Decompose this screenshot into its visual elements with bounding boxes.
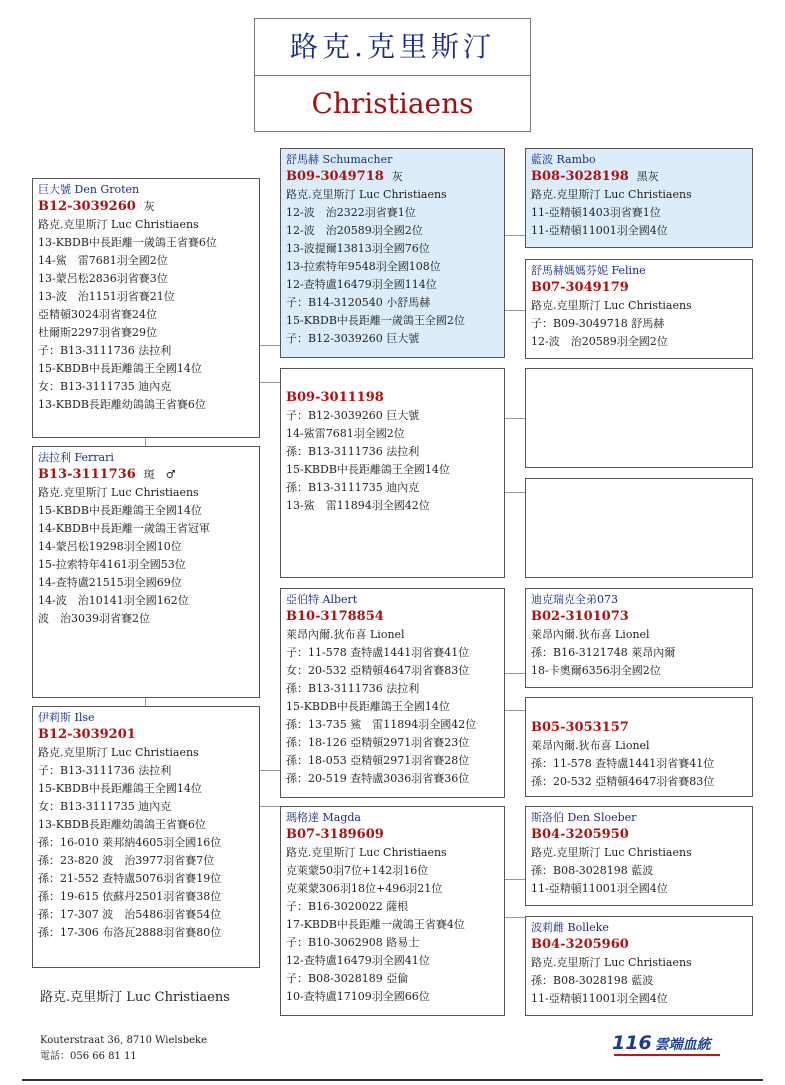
record-line: 子：B14-3120540 小舒馬赫 bbox=[286, 296, 431, 309]
record-line: 路克.克里斯汀 Luc Christiaens bbox=[286, 846, 447, 859]
ring-number-row bbox=[286, 826, 499, 844]
record-line: 路克.克里斯汀 Luc Christiaens bbox=[38, 746, 199, 759]
record-line: 15-KBDB中長距離鴿王全國14位 bbox=[286, 700, 450, 713]
record-line: 14-鯊雷7681羽全國2位 bbox=[286, 427, 405, 440]
record-line: 12-查特盧16479羽全國41位 bbox=[286, 954, 430, 967]
card-partner-dam-dam bbox=[525, 916, 753, 1016]
record-line: 15-KBDB中長距離鴿王全國14位 bbox=[38, 782, 202, 795]
bird-name: 伊莉斯 Ilse bbox=[38, 711, 95, 724]
bird-name: 藍波 Rambo bbox=[531, 153, 596, 166]
ring-number: B09-3011198 bbox=[286, 390, 384, 405]
bird-name: 法拉利 Ferrari bbox=[38, 451, 114, 464]
title-chinese: 路克.克里斯汀 bbox=[255, 19, 530, 76]
ring-number-row bbox=[531, 279, 747, 297]
ring-number: B09-3049718 bbox=[286, 169, 384, 184]
ring-number-row bbox=[38, 726, 254, 744]
record-line: 17-KBDB中長距離一歲鴿王省賽4位 bbox=[286, 918, 465, 931]
bird-color: 斑 ♂ bbox=[143, 468, 176, 481]
record-line: 萊昂內爾.狄布喜 Lionel bbox=[531, 739, 650, 752]
ring-number-row bbox=[286, 168, 499, 186]
ring-number: B13-3111736 bbox=[38, 467, 136, 482]
record-line: 孫：19-615 依蘇丹2501羽省賽38位 bbox=[38, 890, 222, 903]
record-line: 12-波 治20589羽全國2位 bbox=[286, 224, 423, 237]
ring-number: B12-3039260 bbox=[38, 199, 136, 214]
record-line: 路克.克里斯汀 Luc Christiaens bbox=[38, 218, 199, 231]
card-subject bbox=[32, 178, 260, 438]
footer-address: Kouterstraat 36, 8710 Wielsbeke bbox=[40, 1035, 207, 1046]
record-line: 孫：17-306 布洛瓦2888羽省賽80位 bbox=[38, 926, 222, 939]
record-line: 萊昂內爾.狄布喜 Lionel bbox=[286, 628, 405, 641]
record-line: 克萊蒙306羽18位+496羽21位 bbox=[286, 882, 443, 895]
logo bbox=[612, 1032, 711, 1054]
record-line: 孫：18-053 亞精頓2971羽省賽28位 bbox=[286, 754, 470, 767]
connector bbox=[505, 673, 525, 674]
connector bbox=[505, 710, 525, 711]
bird-name: 波莉雌 Bolleke bbox=[531, 921, 609, 934]
card-offspring-ferrari bbox=[32, 446, 260, 698]
card-sire-sire bbox=[525, 148, 753, 248]
bird-name: 巨大號 Den Groten bbox=[38, 183, 140, 196]
bird-color: 灰 bbox=[143, 200, 155, 213]
record-line: 13-蒙呂松2836羽省賽3位 bbox=[38, 272, 168, 285]
record-line: 11-亞精頓11001羽全國4位 bbox=[531, 224, 668, 237]
record-line: 孫：17-307 波 治5486羽省賽54位 bbox=[38, 908, 222, 921]
connector bbox=[505, 917, 525, 918]
record-line: 13-KBDB長距離幼鴿鴿王省賽6位 bbox=[38, 818, 206, 831]
record-line: 15-KBDB中長距離鴿王全國14位 bbox=[38, 504, 202, 517]
ring-number: B02-3101073 bbox=[531, 609, 629, 624]
record-line: 萊昂內爾.狄布喜 Lionel bbox=[531, 628, 650, 641]
record-line: 孫：B13-3111736 法拉利 bbox=[286, 445, 420, 458]
record-line: 女：20-532 亞精頓4647羽省賽83位 bbox=[286, 664, 470, 677]
record-line: 14-蒙呂松19298羽全國10位 bbox=[38, 540, 182, 553]
footer-owner: 路克.克里斯汀 Luc Christiaens bbox=[40, 990, 230, 1005]
connector bbox=[505, 879, 525, 880]
title-box bbox=[254, 18, 531, 132]
record-line: 女：B13-3111735 迪內克 bbox=[38, 800, 172, 813]
record-line: 子：B12-3039260 巨大號 bbox=[286, 332, 420, 345]
record-line: 14-KBDB中長距離一歲鴿王省冠軍 bbox=[38, 522, 210, 535]
record-line: 15-KBDB中長距離鴿王全國14位 bbox=[38, 362, 202, 375]
ring-number-row bbox=[531, 608, 747, 626]
bird-name: 迪克瑞克全弟073 bbox=[531, 593, 618, 606]
record-line: 路克.克里斯汀 Luc Christiaens bbox=[286, 188, 447, 201]
record-line: 13-拉索特年9548羽全國108位 bbox=[286, 260, 441, 273]
ring-number: B07-3189609 bbox=[286, 827, 384, 842]
record-line: 子：B10-3062908 路易士 bbox=[286, 936, 420, 949]
bird-color: 黑灰 bbox=[636, 170, 659, 183]
card-sire bbox=[280, 148, 505, 358]
record-line: 亞精頓3024羽省賽24位 bbox=[38, 308, 157, 321]
bottom-rule bbox=[22, 1079, 763, 1081]
footer-phone: 電話：056 66 81 11 bbox=[40, 1051, 137, 1062]
logo-number: 116 bbox=[612, 1032, 652, 1054]
record-line: 孫：B08-3028198 藍波 bbox=[531, 974, 654, 987]
record-line: 路克.克里斯汀 Luc Christiaens bbox=[531, 188, 692, 201]
record-line: 孫：B13-3111736 法拉利 bbox=[286, 682, 420, 695]
record-line: 14-查特盧21515羽全國69位 bbox=[38, 576, 182, 589]
card-empty bbox=[525, 368, 753, 468]
card-partner-sire-dam bbox=[525, 697, 753, 797]
card-partner-dam bbox=[280, 806, 505, 1016]
record-line: 孫：B08-3028198 藍波 bbox=[531, 864, 654, 877]
record-line: 波 治3039羽省賽2位 bbox=[38, 612, 150, 625]
record-line: 14-波 治10141羽全國162位 bbox=[38, 594, 189, 607]
card-dam bbox=[280, 368, 505, 578]
record-line: 18-卡奧爾6356羽全國2位 bbox=[531, 664, 661, 677]
record-line: 子：B16-3020022 薩根 bbox=[286, 900, 409, 913]
bird-name: 瑪格達 Magda bbox=[286, 811, 361, 824]
connector bbox=[259, 382, 280, 383]
ring-number-row bbox=[531, 936, 747, 954]
record-line: 子：B13-3111736 法拉利 bbox=[38, 344, 172, 357]
ring-number-row bbox=[531, 719, 747, 737]
record-line: 12-波 治2322羽省賽1位 bbox=[286, 206, 416, 219]
connector bbox=[259, 770, 280, 771]
ring-number: B12-3039201 bbox=[38, 727, 136, 742]
bird-name: 舒馬赫 Schumacher bbox=[286, 153, 393, 166]
bird-name: 亞伯特 Albert bbox=[286, 593, 358, 606]
connector bbox=[259, 345, 280, 346]
record-line: 10-查特盧17109羽全國66位 bbox=[286, 990, 430, 1003]
record-line: 15-KBDB中長距離一歲鴿王全國2位 bbox=[286, 314, 465, 327]
title-english: Christiaens bbox=[311, 87, 474, 120]
ring-number-row bbox=[286, 608, 499, 626]
record-line: 路克.克里斯汀 Luc Christiaens bbox=[531, 846, 692, 859]
record-line: 11-亞精頓11001羽全國4位 bbox=[531, 882, 668, 895]
record-line: 孫：23-820 波 治3977羽省賽7位 bbox=[38, 854, 215, 867]
record-line: 子：11-578 查特盧1441羽省賽41位 bbox=[286, 646, 470, 659]
card-partner-ilse bbox=[32, 706, 260, 968]
record-line: 路克.克里斯汀 Luc Christiaens bbox=[38, 486, 199, 499]
record-line: 13-KBDB長距離幼鴿鴿王省賽6位 bbox=[38, 398, 206, 411]
ring-number-row bbox=[531, 826, 747, 844]
record-line: 子：B13-3111736 法拉利 bbox=[38, 764, 172, 777]
record-line: 孫：B13-3111735 迪內克 bbox=[286, 481, 420, 494]
connector bbox=[145, 698, 146, 706]
card-partner-dam-sire bbox=[525, 806, 753, 906]
card-partner-sire bbox=[280, 588, 505, 798]
record-line: 孫：13-735 鯊 雷11894羽全國42位 bbox=[286, 718, 477, 731]
card-empty bbox=[525, 478, 753, 578]
record-line: 子：B12-3039260 巨大號 bbox=[286, 409, 420, 422]
record-line: 路克.克里斯汀 Luc Christiaens bbox=[531, 299, 692, 312]
record-line: 孫：11-578 查特盧1441羽省賽41位 bbox=[531, 757, 715, 770]
record-line: 孫：20-519 查特盧3036羽省賽36位 bbox=[286, 772, 470, 785]
footer-contact bbox=[40, 1033, 207, 1065]
record-line: 杜爾斯2297羽省賽29位 bbox=[38, 326, 157, 339]
record-line: 15-KBDB中長距離鴿王全國14位 bbox=[286, 463, 450, 476]
connector bbox=[505, 235, 525, 236]
record-line: 14-鯊 雷7681羽全國2位 bbox=[38, 254, 168, 267]
logo-underline bbox=[614, 1054, 720, 1056]
connector bbox=[505, 492, 525, 493]
ring-number: B07-3049179 bbox=[531, 280, 629, 295]
logo-text: 雲端血統 bbox=[654, 1037, 711, 1053]
record-line: 15-拉索特年4161羽全國53位 bbox=[38, 558, 186, 571]
bird-name: 舒馬赫媽媽芬妮 Feline bbox=[531, 264, 646, 277]
card-sire-dam bbox=[525, 259, 753, 359]
bird-color: 灰 bbox=[391, 170, 403, 183]
record-line: 子：B09-3049718 舒馬赫 bbox=[531, 317, 665, 330]
record-line: 11-亞精頓11001羽全國4位 bbox=[531, 992, 668, 1005]
record-line: 孫：16-010 萊邦納4605羽全國16位 bbox=[38, 836, 222, 849]
record-line: 11-亞精頓1403羽省賽1位 bbox=[531, 206, 661, 219]
ring-number-row bbox=[531, 168, 747, 186]
record-line: 13-波提爾13813羽全國76位 bbox=[286, 242, 430, 255]
record-line: 路克.克里斯汀 Luc Christiaens bbox=[531, 956, 692, 969]
ring-number: B10-3178854 bbox=[286, 609, 384, 624]
record-line: 13-鯊 雷11894羽全國42位 bbox=[286, 499, 430, 512]
connector bbox=[505, 310, 525, 311]
record-line: 12-查特盧16479羽全國114位 bbox=[286, 278, 437, 291]
record-line: 孫：21-552 查特盧5076羽省賽19位 bbox=[38, 872, 222, 885]
ring-number: B05-3053157 bbox=[531, 720, 629, 735]
record-line: 13-波 治1151羽省賽21位 bbox=[38, 290, 175, 303]
record-line: 孫：20-532 亞精頓4647羽省賽83位 bbox=[531, 775, 715, 788]
card-partner-sire-sire bbox=[525, 588, 753, 688]
connector bbox=[505, 418, 525, 419]
connector bbox=[259, 806, 280, 807]
bird-name: 斯洛伯 Den Sloeber bbox=[531, 811, 637, 824]
ring-number-row bbox=[286, 389, 499, 407]
record-line: 女：B13-3111735 迪內克 bbox=[38, 380, 172, 393]
ring-number-row bbox=[38, 466, 254, 484]
record-line: 13-KBDB中長距離一歲鴿王省賽6位 bbox=[38, 236, 217, 249]
record-line: 孫：B16-3121748 萊昂內爾 bbox=[531, 646, 676, 659]
ring-number: B04-3205950 bbox=[531, 827, 629, 842]
record-line: 孫：18-126 亞精頓2971羽省賽23位 bbox=[286, 736, 470, 749]
ring-number-row bbox=[38, 198, 254, 216]
connector bbox=[145, 438, 146, 446]
record-line: 子：B08-3028189 亞倫 bbox=[286, 972, 409, 985]
record-line: 克萊蒙50羽7位+142羽16位 bbox=[286, 864, 429, 877]
ring-number: B08-3028198 bbox=[531, 169, 629, 184]
ring-number: B04-3205960 bbox=[531, 937, 629, 952]
record-line: 12-波 治20589羽全國2位 bbox=[531, 335, 668, 348]
